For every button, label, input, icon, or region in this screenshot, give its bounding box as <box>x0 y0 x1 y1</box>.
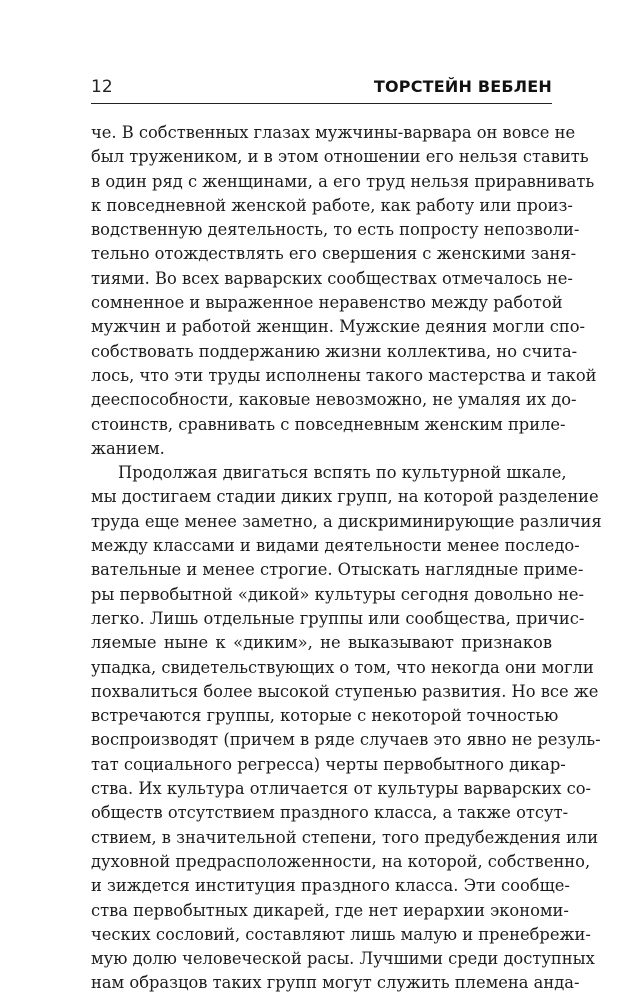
text-line: ляемые ныне к «диким», не выказывают признаков <box>91 633 552 653</box>
text-line: духовной предрасположенности, на которой, собственно, <box>91 851 591 871</box>
text-line: труда еще менее заметно, а дискриминирующие различия <box>91 511 602 531</box>
text-line: лось, что эти труды исполнены такого мастерства и такой <box>91 365 597 385</box>
text-line: был тружеником, и в этом отношении его нельзя ставить <box>91 147 589 167</box>
body-text <box>91 121 602 996</box>
running-title: ТОРСТЕЙН ВЕБЛЕН <box>373 77 552 96</box>
text-line: мы достигаем стадии диких групп, на которой разделение <box>91 487 599 507</box>
text-line: ры первобытной «дикой» культуры сегодня довольно не- <box>91 584 585 604</box>
text-line: жанием. <box>91 438 165 458</box>
text-line: собствовать поддержанию жизни коллектива, но счита- <box>91 341 578 361</box>
text-line: сомненное и выраженное неравенство между работой <box>91 293 563 313</box>
header-rule <box>91 103 552 104</box>
text-line: тиями. Во всех варварских сообществах отмечалось не- <box>91 268 573 288</box>
text-line: ства первобытных дикарей, где нет иерархии экономи- <box>91 900 569 920</box>
page-number: 12 <box>91 77 113 97</box>
text-line: тат социального регресса) черты первобытного дикар- <box>91 754 566 774</box>
text-line: и зиждется институция праздного класса. Эти сообще- <box>91 876 570 896</box>
text-line: в один ряд с женщинами, а его труд нельзя приравнивать <box>91 171 595 191</box>
text-line: нам образцов таких групп могут служить племена анда- <box>91 973 580 993</box>
text-line: воспроизводят (причем в ряде случаев это явно не резуль- <box>91 730 601 750</box>
text-line: ства. Их культура отличается от культуры варварских со- <box>91 779 592 799</box>
text-line: тельно отождествлять его свершения с женскими заня- <box>91 244 577 264</box>
text-line: ческих сословий, составляют лишь малую и пренебрежи- <box>91 924 591 944</box>
text-line: водственную деятельность, то есть попросту непозволи- <box>91 220 580 240</box>
text-line: ствием, в значительной степени, того предубеждения или <box>91 827 599 847</box>
text-line: мую долю человеческой расы. Лучшими среди доступных <box>91 949 595 969</box>
text-line: легко. Лишь отдельные группы или сообщества, причис- <box>91 608 585 628</box>
text-line: похвалиться более высокой ступенью развития. Но все же <box>91 681 599 701</box>
text-line: Продолжая двигаться вспять по культурной шкале, <box>118 463 567 483</box>
text-line: че. В собственных глазах мужчины-варвара он вовсе не <box>91 123 576 142</box>
text-line: упадка, свидетельствующих о том, что некогда они могли <box>91 657 594 677</box>
text-line: стоинств, сравнивать с повседневным женским приле- <box>91 414 566 434</box>
text-line: вательные и менее строгие. Отыскать наглядные приме- <box>91 560 584 580</box>
running-header <box>91 76 552 102</box>
paragraph-2 <box>91 461 602 996</box>
text-line: встречаются группы, которые с некоторой точностью <box>91 706 559 726</box>
text-line: между классами и видами деятельности менее последо- <box>91 536 580 556</box>
text-line: мужчин и работой женщин. Мужские деяния могли спо- <box>91 317 586 337</box>
text-line: обществ отсутствием праздного класса, а также отсут- <box>91 803 569 823</box>
text-line: дееспособности, каковые невозможно, не умаляя их до- <box>91 390 577 410</box>
paragraph-1 <box>91 121 597 461</box>
text-line: к повседневной женской работе, как работу или произ- <box>91 195 573 215</box>
